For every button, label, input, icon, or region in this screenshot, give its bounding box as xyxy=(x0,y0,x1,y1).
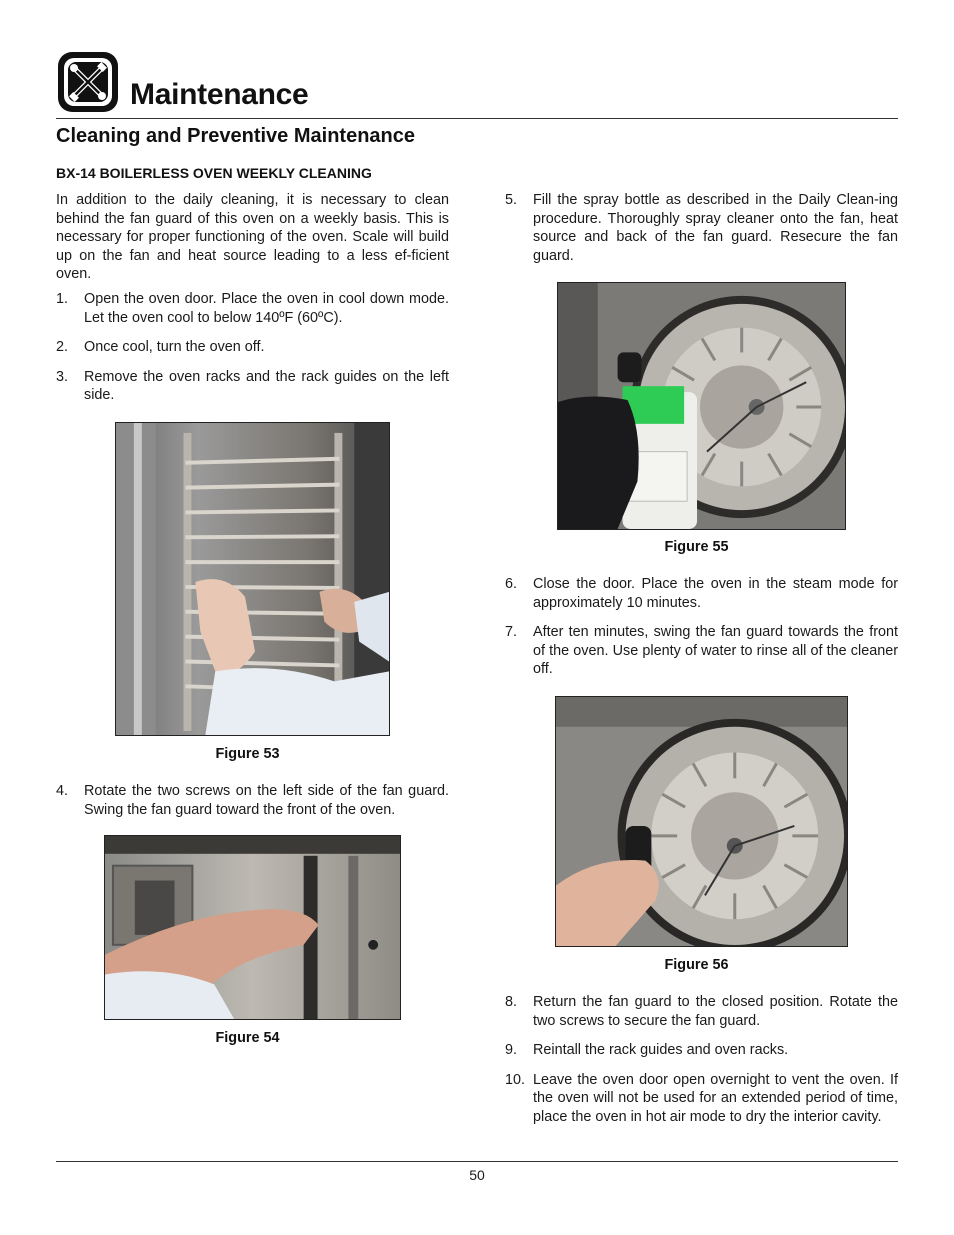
step-item xyxy=(56,338,449,357)
step-number: 3. xyxy=(56,368,69,385)
right-column xyxy=(505,191,898,265)
figure-54-caption: Figure 54 xyxy=(215,1030,280,1046)
step-text: Remove the oven racks and the rack guides on the left side. xyxy=(84,368,449,404)
step-number: 1. xyxy=(56,290,69,307)
step-number: 7. xyxy=(505,624,518,641)
footer-divider xyxy=(56,1161,898,1162)
intro-paragraph: In addition to the daily cleaning, it is necessary to clean behind the fan guard of this oven on a weekly basis. This is necessary for proper functioning of the oven. Scale will build up on the fan and heat source leading to a less ef-ficient oven. xyxy=(56,192,449,283)
step-text: After ten minutes, swing the fan guard towards the front of the oven. Use plenty of water to rinse all of the cleaner off. xyxy=(533,624,898,678)
figure-56-caption: Figure 56 xyxy=(664,957,729,973)
step-text: Leave the oven door open overnight to vent the oven. If the oven will not be used for an extended period of time, place the oven in hot air mode to dry the interior cavity. xyxy=(533,1071,898,1125)
figure-55-caption: Figure 55 xyxy=(664,539,729,555)
step-item xyxy=(505,575,898,612)
step-text: Reintall the rack guides and oven racks. xyxy=(533,1042,789,1059)
step-item xyxy=(56,368,449,405)
right-column-lower xyxy=(505,993,898,1127)
step-text: Close the door. Place the oven in the steam mode for approximately 10 minutes. xyxy=(533,576,898,611)
step-number: 5. xyxy=(505,192,518,208)
page-header xyxy=(56,48,898,120)
step-number: 9. xyxy=(505,1042,518,1059)
left-column-lower xyxy=(56,782,449,819)
step-number: 6. xyxy=(505,576,518,592)
page-title: Maintenance xyxy=(130,78,309,111)
figure-53-caption: Figure 53 xyxy=(215,746,280,762)
header-divider xyxy=(56,118,898,119)
figure-55-image xyxy=(557,282,846,530)
figure-53-image xyxy=(115,422,390,736)
step-text: Return the fan guard to the closed position. Rotate the two screws to secure the fan guard. xyxy=(533,994,898,1029)
step-number: 8. xyxy=(505,994,518,1010)
page-number: 50 xyxy=(469,1167,485,1183)
step-item xyxy=(505,191,898,265)
step-number: 10. xyxy=(505,1071,526,1088)
maintenance-tools-icon xyxy=(56,50,120,114)
figure-54-image xyxy=(104,835,401,1020)
step-item xyxy=(505,1041,898,1060)
step-number: 4. xyxy=(56,783,69,799)
step-text: Rotate the two screws on the left side of the fan guard. Swing the fan guard toward the front of the oven. xyxy=(84,783,449,818)
step-text: Open the oven door. Place the oven in cool down mode. Let the oven cool to below 140ºF (60ºC). xyxy=(84,290,449,326)
step-item xyxy=(505,993,898,1030)
figure-56-image xyxy=(555,696,848,947)
subsection-title: BX-14 BOILERLESS OVEN WEEKLY CLEANING xyxy=(56,165,372,181)
step-number: 2. xyxy=(56,339,69,356)
step-text: Once cool, turn the oven off. xyxy=(84,339,265,356)
right-column-middle xyxy=(505,575,898,679)
step-item xyxy=(56,782,449,819)
section-title: Cleaning and Preventive Maintenance xyxy=(56,125,415,147)
step-item xyxy=(505,623,898,679)
step-text: Fill the spray bottle as described in the Daily Clean-ing procedure. Thoroughly spray cleaner onto the fan, heat source and back of the fan guard. Resecure the fan guard. xyxy=(533,192,898,264)
step-item xyxy=(505,1071,898,1127)
step-item xyxy=(56,290,449,327)
left-column xyxy=(56,191,449,405)
